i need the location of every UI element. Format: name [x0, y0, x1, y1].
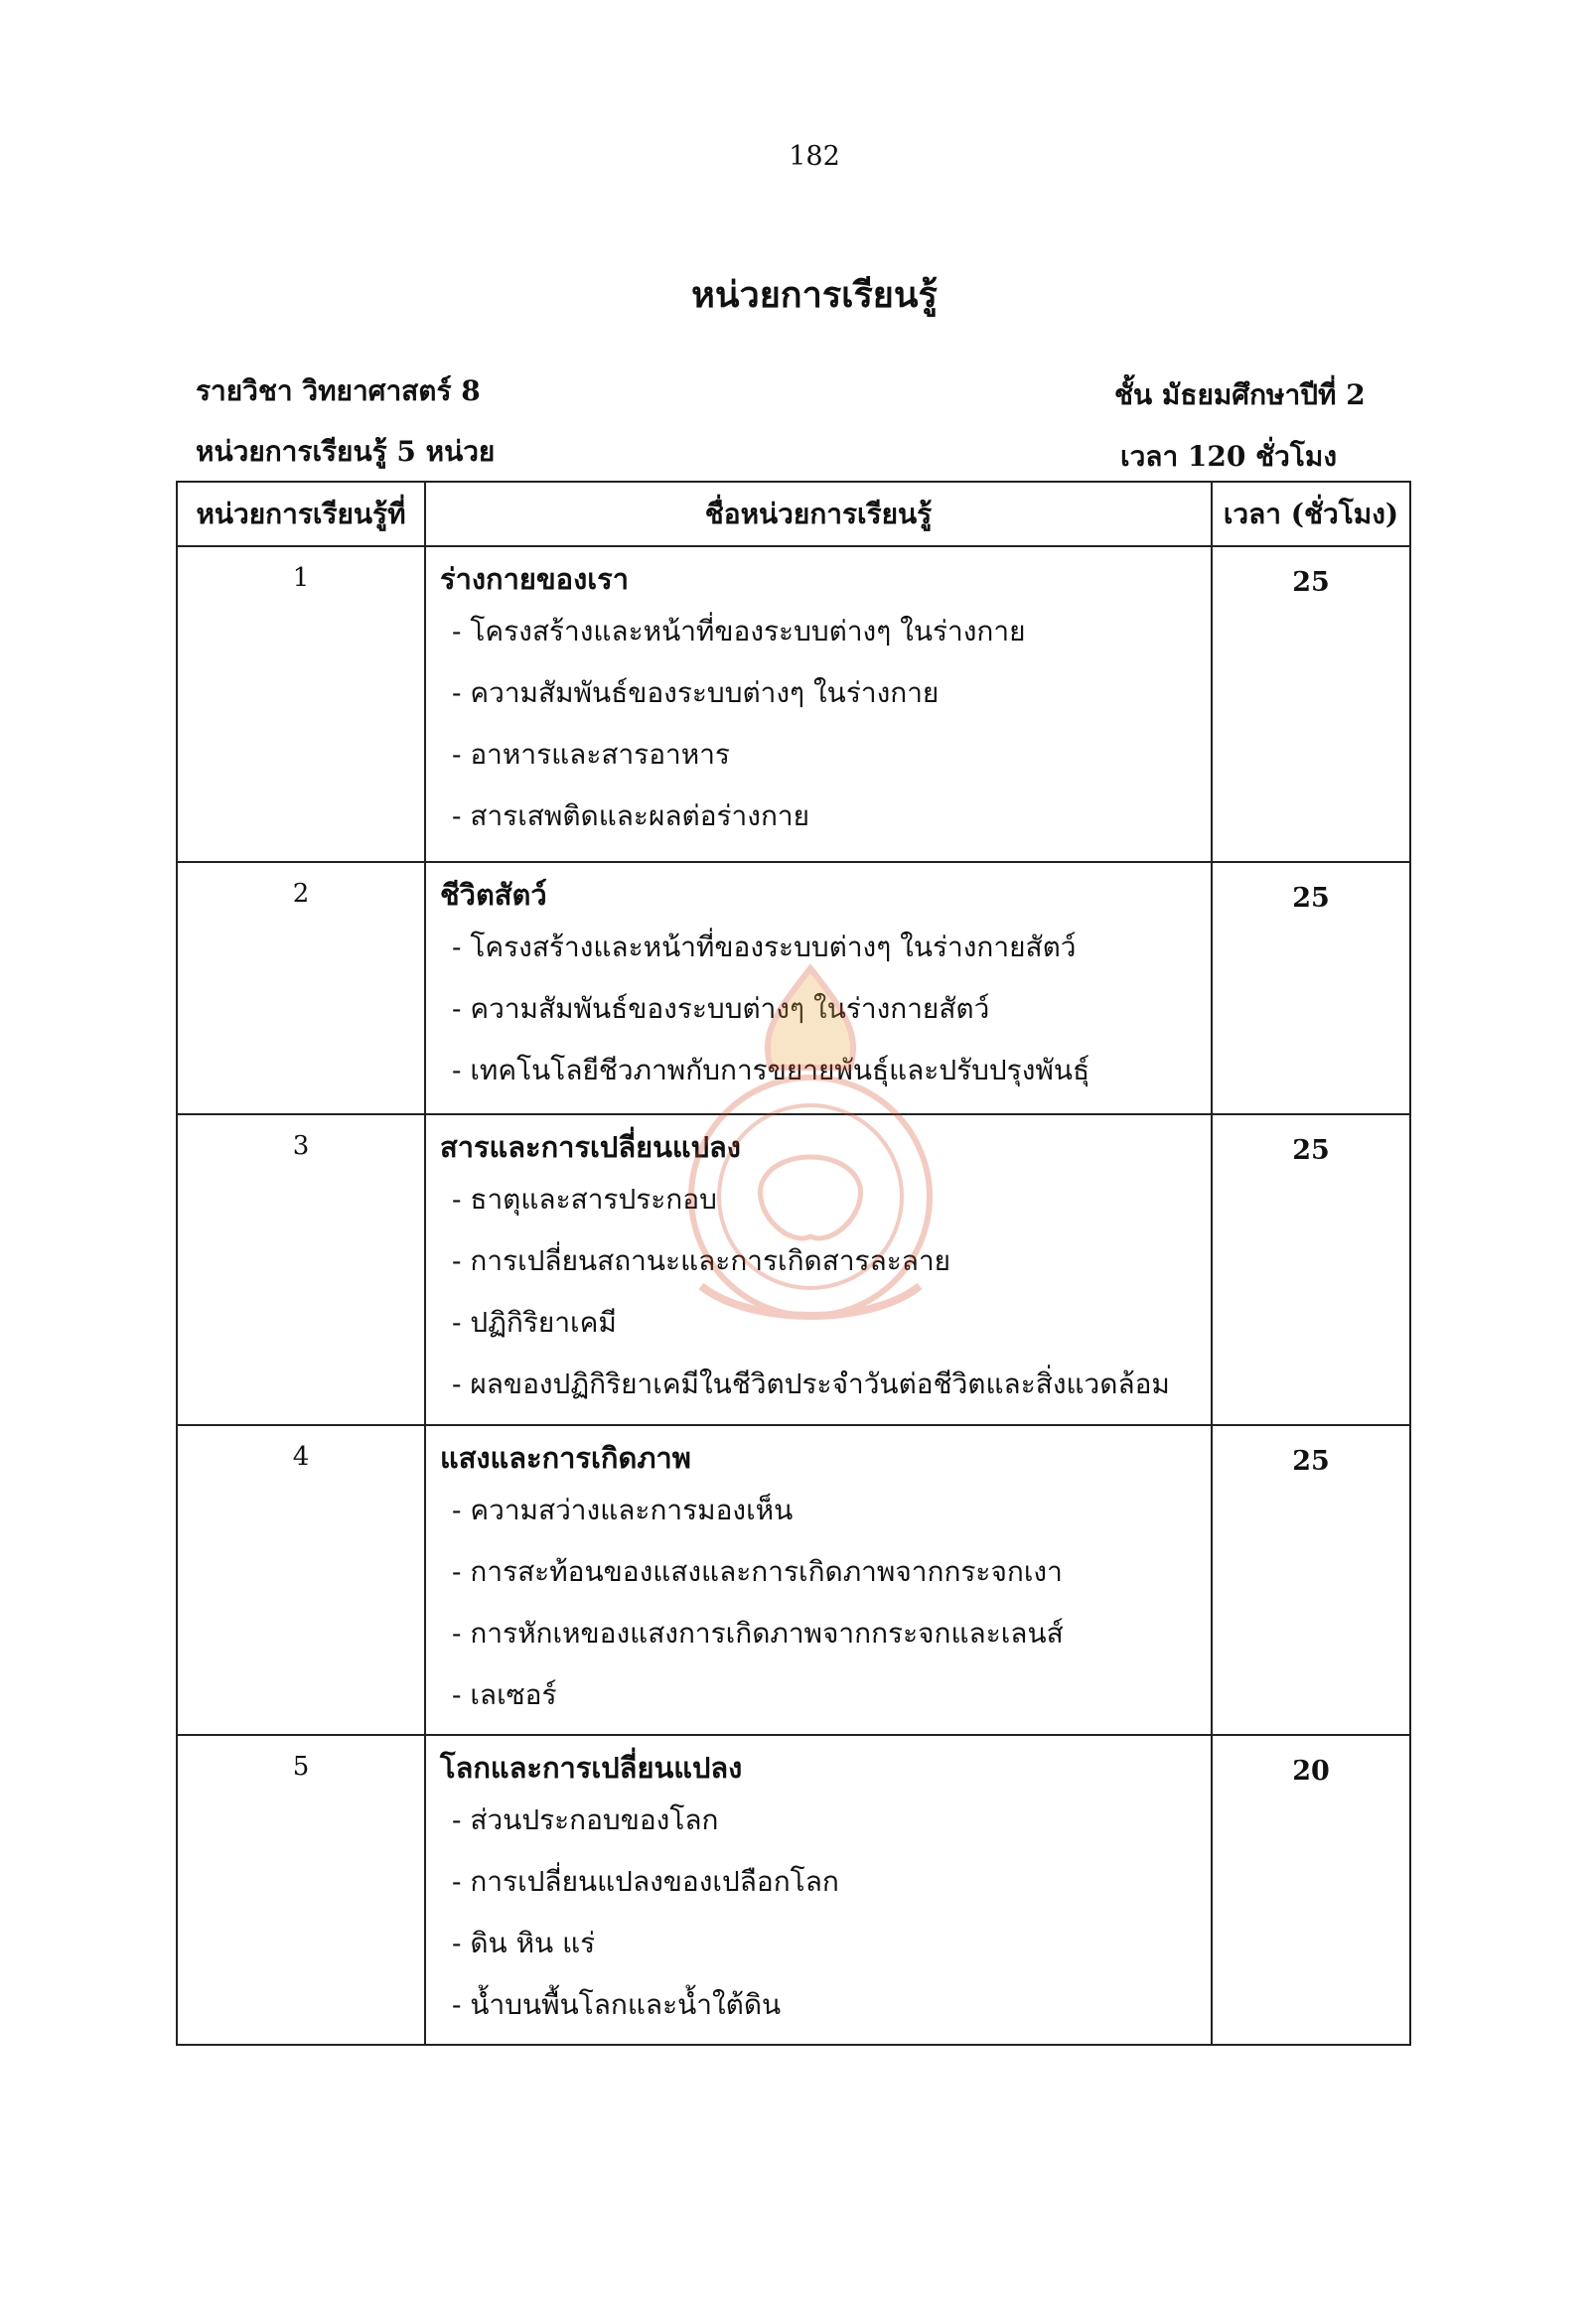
unit-hours: 25 — [1212, 1425, 1410, 1735]
topic-item: - เทคโนโลยีชีวภาพกับการขยายพันธุ์และปรับปรุงพันธุ์ — [452, 1054, 1090, 1086]
table-row — [177, 546, 1410, 862]
unit-title: โลกและการเปลี่ยนแปลง — [440, 1751, 743, 1785]
topic-item: - ความสว่างและการมองเห็น — [452, 1494, 794, 1526]
unit-content — [425, 1425, 1212, 1735]
unit-content — [425, 1735, 1212, 2045]
topic-item: - น้ำบนพื้นโลกและน้ำใต้ดิน — [452, 1988, 782, 2021]
table-header-row — [177, 482, 1410, 546]
unit-content — [425, 862, 1212, 1114]
topic-item: - อาหารและสารอาหาร — [452, 738, 730, 771]
learning-units-table — [176, 481, 1411, 2046]
unit-number: 3 — [177, 1114, 425, 1425]
table-row — [177, 1735, 1410, 2045]
topic-item: - โครงสร้างและหน้าที่ของระบบต่างๆ ในร่างกาย — [452, 615, 1026, 648]
header-unit-number: หน่วยการเรียนรู้ที่ — [177, 482, 425, 546]
grade-label: ชั้น มัธยมศึกษาปีที่ 2 — [1114, 378, 1366, 411]
topic-item: - โครงสร้างและหน้าที่ของระบบต่างๆ ในร่างกายสัตว์ — [452, 931, 1077, 963]
unit-title: ชีวิตสัตว์ — [440, 878, 547, 912]
unit-hours: 20 — [1212, 1735, 1410, 2045]
page-number: 182 — [789, 141, 840, 172]
unit-title: ร่างกายของเรา — [440, 562, 630, 596]
unit-number: 1 — [177, 546, 425, 862]
unit-content — [425, 1114, 1212, 1425]
unit-number: 2 — [177, 862, 425, 1114]
topic-item: - ความสัมพันธ์ของระบบต่างๆ ในร่างกาย — [452, 676, 940, 709]
unit-hours: 25 — [1212, 862, 1410, 1114]
unit-content — [425, 546, 1212, 862]
unit-hours: 25 — [1212, 1114, 1410, 1425]
unit-title: สารและการเปลี่ยนแปลง — [440, 1130, 741, 1164]
unit-count-label: หน่วยการเรียนรู้ 5 หน่วย — [196, 435, 496, 468]
header-unit-name: ชื่อหน่วยการเรียนรู้ — [425, 482, 1212, 546]
topic-item: - ดิน หิน แร่ — [452, 1927, 596, 1959]
unit-hours: 25 — [1212, 546, 1410, 862]
header-hours: เวลา (ชั่วโมง) — [1212, 482, 1410, 546]
topic-item: - การสะท้อนของแสงและการเกิดภาพจากกระจกเงา — [452, 1555, 1063, 1588]
topic-item: - ธาตุและสารประกอบ — [452, 1183, 717, 1216]
topic-item: - เลเซอร์ — [452, 1678, 557, 1711]
unit-number: 5 — [177, 1735, 425, 2045]
topic-item: - ปฏิกิริยาเคมี — [452, 1306, 617, 1339]
topic-item: - การเปลี่ยนสถานะและการเกิดสารละลาย — [452, 1244, 951, 1277]
unit-number: 4 — [177, 1425, 425, 1735]
topic-item: - ผลของปฏิกิริยาเคมีในชีวิตประจำวันต่อชีวิตและสิ่งแวดล้อม — [452, 1367, 1170, 1400]
table-row — [177, 862, 1410, 1114]
total-time-label: เวลา 120 ชั่วโมง — [1120, 440, 1338, 473]
topic-item: - ความสัมพันธ์ของระบบต่างๆ ในร่างกายสัตว์ — [452, 992, 990, 1025]
topic-item: - สารเสพติดและผลต่อร่างกาย — [452, 799, 810, 832]
subject-label: รายวิชา วิทยาศาสตร์ 8 — [196, 374, 481, 407]
topic-item: - ส่วนประกอบของโลก — [452, 1803, 719, 1836]
topic-item: - การเปลี่ยนแปลงของเปลือกโลก — [452, 1865, 839, 1898]
table-row — [177, 1114, 1410, 1425]
page-title: หน่วยการเรียนรู้ — [691, 274, 938, 316]
topic-item: - การหักเหของแสงการเกิดภาพจากกระจกและเลนส์ — [452, 1617, 1064, 1650]
unit-title: แสงและการเกิดภาพ — [440, 1441, 691, 1475]
table-row — [177, 1425, 1410, 1735]
